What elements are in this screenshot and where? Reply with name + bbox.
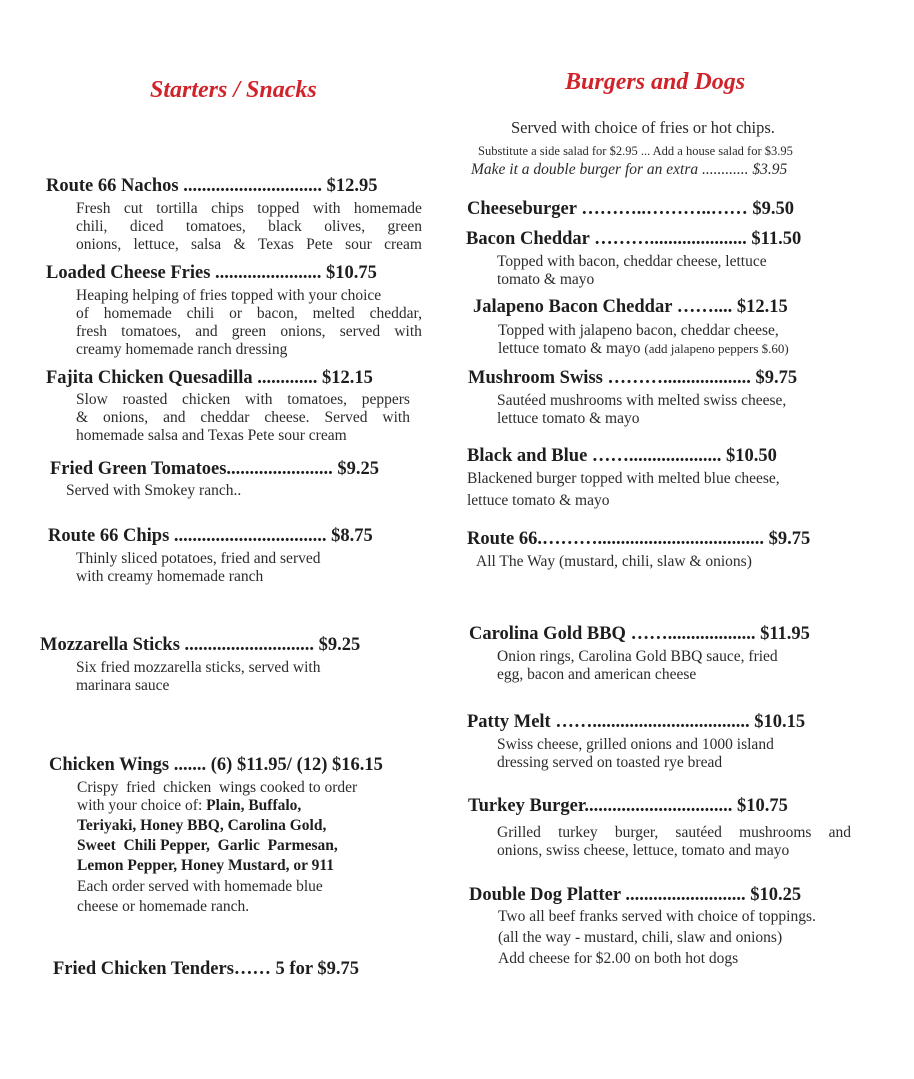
desc-word: or: [229, 305, 242, 322]
desc-word: Slow: [76, 391, 108, 408]
desc-text: lettuce tomato & mayo: [498, 340, 645, 357]
desc-line: Blackened burger topped with melted blue cheese,: [467, 470, 780, 487]
desc-word: and: [828, 824, 851, 841]
desc-text: with your choice of:: [77, 797, 207, 814]
desc-word: tomatoes,: [287, 391, 348, 408]
cheeseburger-title: Cheeseburger ………..………..…… $9.50: [467, 199, 794, 219]
desc-word: Texas: [257, 236, 294, 253]
desc-line: Each order served with homemade blue: [77, 878, 323, 895]
desc-word: and: [195, 323, 218, 340]
desc-word: onions,: [76, 236, 122, 253]
desc-line: All The Way (mustard, chili, slaw & onions): [476, 553, 752, 570]
desc-word: cut: [123, 200, 143, 217]
double-dog-platter-description: [498, 908, 816, 968]
route66-nachos-title: Route 66 Nachos .............................. $12.95: [46, 176, 378, 196]
desc-line: Topped with jalapeno bacon, cheddar cheese,: [498, 322, 779, 339]
starters-heading: Starters / Snacks: [150, 77, 317, 103]
flavor-list: Lemon Pepper, Honey Mustard, or 911: [77, 857, 335, 874]
desc-line: [76, 218, 422, 236]
desc-line: with creamy homemade ranch: [76, 568, 264, 585]
desc-line: Add cheese for $2.00 on both hot dogs: [498, 950, 739, 967]
desc-word: Served: [324, 409, 368, 426]
desc-word: with: [244, 391, 273, 408]
desc-line: [498, 340, 789, 358]
fajita-quesadilla-title: Fajita Chicken Quesadilla ............. $12.15: [46, 368, 373, 388]
chicken-wings-description: [77, 779, 357, 916]
desc-word: served: [339, 323, 381, 340]
desc-word: tortilla: [156, 200, 198, 217]
patty-melt-title: Patty Melt …….................................. $10.15: [467, 712, 806, 732]
desc-line: lettuce tomato & mayo: [497, 410, 640, 427]
desc-word: sautéed: [675, 824, 722, 841]
desc-word: roasted: [122, 391, 168, 408]
desc-word: and: [163, 409, 186, 426]
desc-line: creamy homemade ranch dressing: [76, 341, 288, 358]
desc-word: mushrooms: [739, 824, 812, 841]
desc-word: onions,: [102, 409, 149, 426]
desc-line: egg, bacon and american cheese: [497, 666, 697, 683]
desc-word: green: [231, 323, 267, 340]
desc-word: with: [394, 323, 422, 340]
route66-burger-description: [476, 553, 752, 571]
desc-word: tomatoes,: [185, 218, 246, 235]
desc-word: chili,: [76, 218, 108, 235]
desc-line: Thinly sliced potatoes, fried and served: [76, 550, 321, 567]
desc-line: marinara sauce: [76, 677, 170, 694]
mushroom-swiss-description: [497, 392, 786, 428]
desc-line: Six fried mozzarella sticks, served with: [76, 659, 321, 676]
jalapeno-addon-note: (add jalapeno peppers $.60): [644, 341, 789, 356]
desc-line: Crispy fried chicken wings cooked to order: [77, 779, 358, 796]
mozzarella-sticks-title: Mozzarella Sticks ............................ $9.25: [40, 635, 361, 655]
route66-chips-description: [76, 550, 320, 586]
desc-word: Grilled: [497, 824, 541, 841]
desc-line: (all the way - mustard, chili, slaw and onions): [498, 929, 783, 946]
desc-line: cheese or homemade ranch.: [77, 898, 250, 915]
jalapeno-bacon-cheddar-description: [498, 322, 789, 358]
desc-word: with: [382, 409, 410, 426]
fried-green-tomatoes-title: Fried Green Tomatoes....................... $9.25: [50, 459, 380, 479]
desc-word: homemade: [353, 200, 422, 217]
salad-substitute-note: Substitute a side salad for $2.95 ... Add a house salad for $3.95: [478, 144, 793, 158]
desc-line: [76, 391, 410, 409]
desc-word: turkey: [558, 824, 598, 841]
desc-line: Two all beef franks served with choice of toppings.: [498, 908, 816, 925]
desc-line: Served with Smokey ranch..: [66, 482, 242, 499]
desc-line: [77, 857, 357, 878]
desc-word: onions,: [280, 323, 326, 340]
desc-word: &: [76, 409, 89, 426]
double-burger-note: Make it a double burger for an extra ............ $3.95: [471, 161, 788, 178]
desc-word: chili: [186, 305, 215, 322]
desc-line: dressing served on toasted rye bread: [497, 754, 723, 771]
desc-line: Onion rings, Carolina Gold BBQ sauce, fried: [497, 648, 778, 665]
desc-word: burger,: [614, 824, 659, 841]
burgers-heading: Burgers and Dogs: [565, 69, 746, 95]
desc-line: [76, 323, 422, 341]
desc-word: &: [233, 236, 246, 253]
desc-word: tomatoes,: [121, 323, 182, 340]
turkey-burger-description: [497, 824, 851, 860]
fajita-quesadilla-description: [76, 391, 410, 445]
desc-word: homemade: [103, 305, 172, 322]
burgers-intro: Served with choice of fries or hot chips.: [511, 118, 775, 137]
route66-chips-title: Route 66 Chips ................................. $8.75: [48, 526, 373, 546]
desc-line: tomato & mayo: [497, 271, 595, 288]
desc-word: cheddar,: [369, 305, 422, 322]
route66-burger-title: Route 66.……….................................... $9.75: [467, 529, 811, 549]
patty-melt-description: [497, 736, 774, 772]
flavor-list: Teriyaki, Honey BBQ, Carolina Gold,: [77, 817, 327, 834]
desc-word: peppers: [361, 391, 410, 408]
flavor-list: Plain, Buffalo,: [206, 797, 302, 814]
desc-line: [77, 817, 357, 837]
loaded-cheese-fries-description: [76, 287, 422, 359]
flavor-list: Sweet Chili Pepper, Garlic Parmesan,: [77, 837, 338, 854]
desc-word: Fresh: [76, 200, 111, 217]
desc-word: salsa: [191, 236, 222, 253]
jalapeno-bacon-cheddar-title: Jalapeno Bacon Cheddar …….... $12.15: [473, 297, 788, 317]
desc-line: [497, 824, 851, 842]
mozzarella-sticks-description: [76, 659, 320, 695]
loaded-cheese-fries-title: Loaded Cheese Fries ....................... $10.75: [46, 263, 377, 283]
route66-nachos-description: [76, 200, 422, 254]
desc-word: melted: [312, 305, 355, 322]
desc-word: bacon,: [256, 305, 298, 322]
desc-line: homemade salsa and Texas Pete sour cream: [76, 427, 347, 444]
desc-word: topped: [257, 200, 300, 217]
black-and-blue-title: Black and Blue …….................... $10.50: [467, 446, 777, 466]
desc-line: Topped with bacon, cheddar cheese, lettuce: [497, 253, 767, 270]
desc-line: [76, 200, 422, 218]
desc-line: Swiss cheese, grilled onions and 1000 island: [497, 736, 774, 753]
desc-line: Sautéed mushrooms with melted swiss cheese,: [497, 392, 787, 409]
desc-line: [76, 409, 410, 427]
desc-word: chips: [211, 200, 244, 217]
desc-line: lettuce tomato & mayo: [467, 492, 610, 509]
fried-green-tomatoes-description: [66, 482, 241, 500]
desc-word: of: [76, 305, 89, 322]
desc-word: Pete: [306, 236, 333, 253]
desc-word: cheddar: [200, 409, 250, 426]
chicken-wings-title: Chicken Wings ....... (6) $11.95/ (12) $16.15: [49, 755, 383, 775]
desc-line: Heaping helping of fries topped with your choice: [76, 287, 382, 304]
desc-line: [77, 797, 357, 817]
desc-word: olives,: [324, 218, 366, 235]
turkey-burger-title: Turkey Burger................................ $10.75: [468, 796, 788, 816]
desc-word: fresh: [76, 323, 107, 340]
desc-line: onions, swiss cheese, lettuce, tomato and mayo: [497, 842, 790, 859]
desc-line: [76, 305, 422, 323]
desc-word: chicken: [182, 391, 231, 408]
black-and-blue-description: [467, 470, 780, 510]
desc-word: sour: [345, 236, 372, 253]
desc-word: cream: [384, 236, 422, 253]
bacon-cheddar-description: [497, 253, 767, 289]
fried-chicken-tenders-title: Fried Chicken Tenders…… 5 for $9.75: [53, 959, 359, 979]
double-dog-platter-title: Double Dog Platter .......................... $10.25: [469, 885, 802, 905]
bacon-cheddar-title: Bacon Cheddar ………..................... $11.50: [466, 229, 802, 249]
desc-word: with: [312, 200, 341, 217]
desc-line: [77, 837, 357, 857]
desc-word: cheese.: [264, 409, 310, 426]
desc-line: [76, 236, 422, 254]
desc-word: diced: [129, 218, 164, 235]
mushroom-swiss-title: Mushroom Swiss ………................... $9.75: [468, 368, 798, 388]
desc-word: black: [268, 218, 302, 235]
carolina-gold-bbq-title: Carolina Gold BBQ ……................... $11.95: [469, 624, 810, 644]
carolina-gold-bbq-description: [497, 648, 778, 684]
desc-word: green: [387, 218, 422, 235]
desc-word: lettuce,: [133, 236, 179, 253]
